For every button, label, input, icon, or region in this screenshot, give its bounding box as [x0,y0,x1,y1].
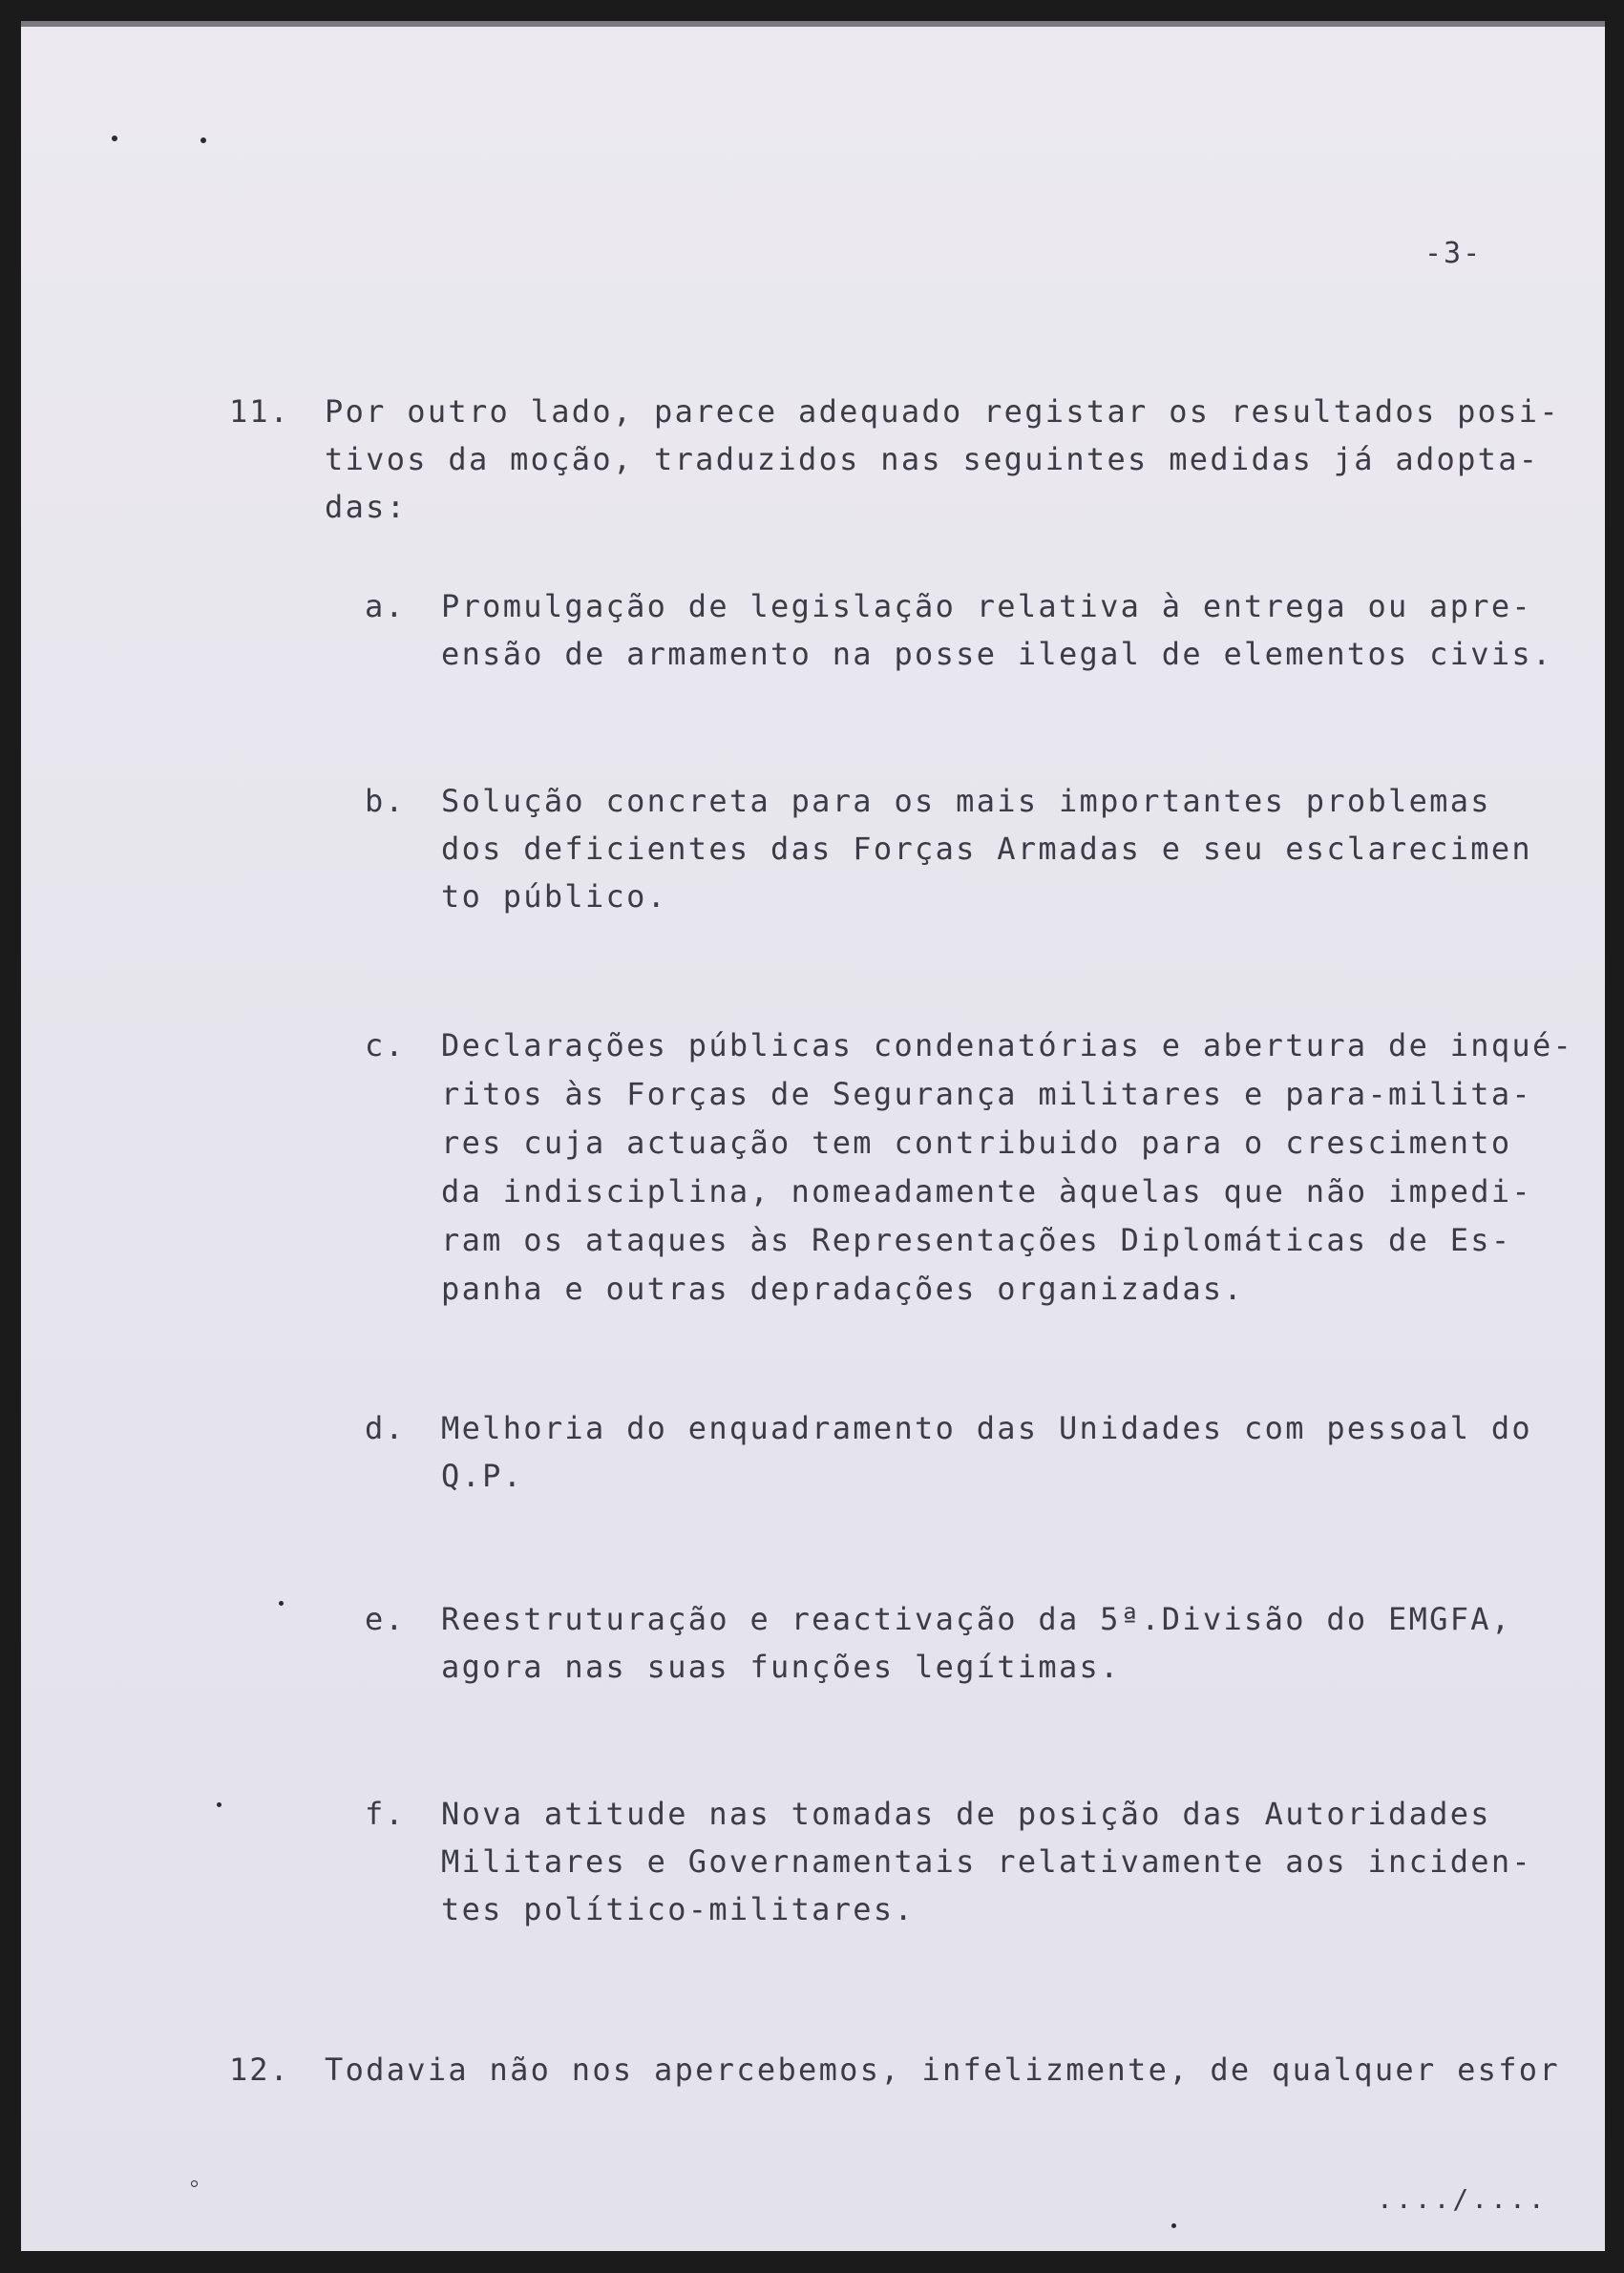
item-a-letter: a. [365,588,406,624]
page-number: -3- [1424,237,1483,270]
top-rule [21,21,1605,27]
scan-speck [1171,2223,1176,2228]
paragraph-12-line-1: Todavia não nos apercebemos, infelizmente, de qualquer esfor [325,2052,1560,2088]
item-c-line-3: res cuja actuação tem contribuido para o crescimento [441,1125,1512,1161]
scan-speck [279,1601,284,1606]
paragraph-11-line-2: tivos da moção, traduzidos nas seguintes medidas já adopta- [325,441,1540,477]
paragraph-11-line-3: das: [325,489,408,525]
item-b-letter: b. [365,783,406,819]
item-f-line-2: Militares e Governamentais relativamente aos inciden- [441,1843,1532,1880]
item-a-line-1: Promulgação de legislação relativa à entrega ou apre- [441,588,1532,624]
item-c-line-5: ram os ataques às Representações Diplomáticas de Es- [441,1222,1512,1258]
item-c-line-2: ritos às Forças de Segurança militares e para-milita- [441,1076,1532,1112]
continuation-mark: ..../.... [1377,2183,1548,2215]
paragraph-12-number: 12. [229,2052,290,2088]
item-d-letter: d. [365,1410,406,1446]
item-c-line-4: da indisciplina, nomeadamente àquelas que não impedi- [441,1173,1532,1210]
scan-speck [200,137,206,143]
paragraph-11-line-1: Por outro lado, parece adequado registar os resultados posi- [325,393,1560,430]
document-page [21,21,1605,2251]
item-c-line-1: Declarações públicas condenatórias e abertura de inqué- [441,1027,1574,1063]
item-d-line-2: Q.P. [441,1458,524,1494]
item-e-line-2: agora nas suas funções legítimas. [441,1649,1121,1685]
item-e-letter: e. [365,1601,406,1637]
item-f-line-3: tes político-militares. [441,1891,916,1927]
paragraph-11-number: 11. [229,393,290,430]
item-a-line-2: ensão de armamento na posse ilegal de elementos civis. [441,636,1553,672]
scan-speck [191,2180,198,2187]
item-b-line-3: to público. [441,878,668,915]
item-b-line-2: dos deficientes das Forças Armadas e seu esclarecimen [441,831,1532,867]
item-c-line-6: panha e outras depradações organizadas. [441,1271,1245,1307]
item-d-line-1: Melhoria do enquadramento das Unidades com pessoal do [441,1410,1532,1446]
item-b-line-1: Solução concreta para os mais importantes problemas [441,783,1491,819]
item-e-line-1: Reestruturação e reactivação da 5ª.Divisão do EMGFA, [441,1601,1512,1637]
item-f-line-1: Nova atitude nas tomadas de posição das Autoridades [441,1796,1491,1832]
item-c-letter: c. [365,1027,406,1063]
scan-speck [217,1802,221,1807]
scan-speck [112,136,117,141]
item-f-letter: f. [365,1796,406,1832]
